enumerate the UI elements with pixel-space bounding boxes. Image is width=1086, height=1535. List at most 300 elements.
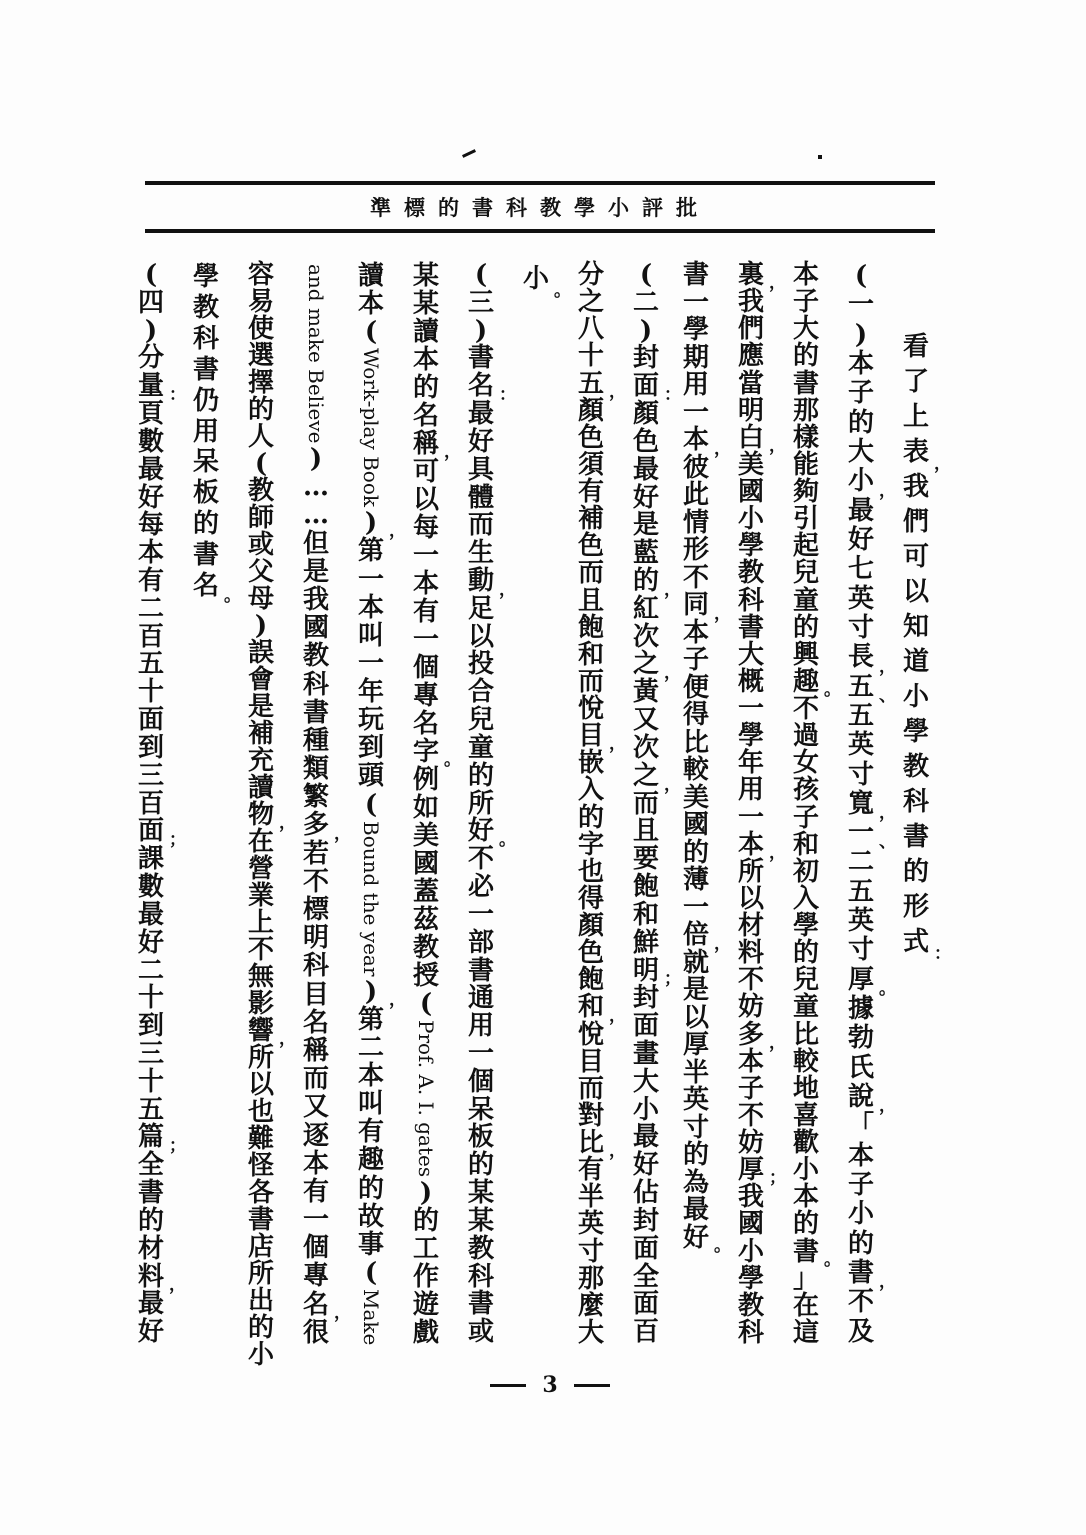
glyph: 比 [792, 1019, 819, 1050]
punctuation: 。 [714, 1236, 731, 1256]
glyph: 薄 [682, 865, 709, 895]
punctuation: ， [934, 454, 951, 474]
glyph: 的 [847, 1228, 874, 1259]
glyph: 裏 [737, 260, 764, 290]
glyph: 妨 [737, 992, 764, 1023]
glyph: 名 [412, 401, 439, 431]
glyph: 比 [577, 1128, 604, 1158]
glyph: 應 [737, 341, 764, 372]
glyph: 足 [467, 593, 494, 624]
glyph: 色 [577, 938, 604, 969]
glyph: 面 [632, 371, 659, 402]
punctuation: 。 [824, 1249, 841, 1270]
glyph: 第 [357, 1004, 384, 1035]
punctuation: ： [499, 385, 516, 406]
glyph: 嵌 [577, 748, 604, 779]
glyph: 我 [737, 1182, 764, 1213]
glyph: 專 [302, 1261, 329, 1292]
glyph: 以 [247, 1070, 274, 1100]
glyph: 子 [737, 1073, 764, 1104]
glyph: 道 [902, 647, 929, 677]
text-column [135, 262, 185, 1347]
glyph: 全 [632, 1261, 659, 1292]
glyph: 叫 [357, 620, 384, 651]
header-rule-bottom [145, 229, 935, 233]
glyph: 入 [577, 775, 604, 806]
glyph: 也 [247, 1097, 274, 1127]
ink-mark [818, 155, 822, 159]
glyph: 目 [577, 1046, 604, 1077]
glyph: 玩 [357, 705, 384, 736]
text-column [680, 260, 731, 1256]
glyph: 期 [682, 342, 709, 373]
glyph: 料 [737, 938, 764, 969]
glyph: 蓋 [412, 877, 439, 907]
punctuation: ， [664, 663, 681, 684]
glyph: 頭 [357, 761, 384, 792]
glyph: 用 [737, 775, 764, 806]
glyph: ( [254, 449, 268, 479]
glyph: 的 [902, 857, 929, 887]
glyph: … [303, 500, 329, 531]
glyph: 好 [137, 927, 164, 958]
glyph: 某 [467, 1205, 494, 1236]
glyph: 以 [682, 1002, 709, 1033]
glyph: 飽 [577, 612, 604, 643]
glyph: 讀 [357, 261, 384, 291]
glyph: 板 [192, 478, 219, 509]
glyph: 一 [682, 397, 709, 428]
glyph: 教 [467, 1233, 494, 1264]
glyph: 年 [357, 677, 384, 708]
glyph: 十 [577, 341, 604, 372]
glyph: 是 [302, 556, 329, 587]
glyph: 以 [467, 621, 494, 652]
glyph: 科 [737, 585, 764, 616]
glyph: 看 [902, 332, 929, 362]
glyph: 英 [847, 583, 874, 614]
glyph: 面 [632, 1289, 659, 1320]
glyph: 和 [577, 992, 604, 1023]
glyph: 部 [467, 927, 494, 958]
latin-run: Prof. A. I. gates [414, 1020, 438, 1178]
text-column [575, 262, 625, 1347]
glyph: 二 [632, 287, 659, 318]
glyph: 繁 [302, 782, 329, 813]
glyph: 有 [577, 477, 604, 507]
punctuation: ， [714, 438, 731, 459]
glyph: 是 [632, 510, 659, 541]
glyph: 國 [412, 849, 439, 879]
latin-run: and make Believe [304, 264, 328, 444]
punctuation: ， [664, 774, 681, 795]
glyph: 所 [737, 856, 764, 887]
glyph: 而 [302, 1064, 329, 1095]
glyph: 合 [467, 677, 494, 708]
glyph: 本 [737, 1046, 764, 1077]
punctuation: ： [664, 385, 681, 406]
glyph: 的 [357, 1173, 384, 1204]
glyph: 好 [137, 1317, 164, 1348]
glyph: 子 [792, 802, 819, 833]
punctuation: ； [169, 830, 186, 851]
glyph: 夠 [792, 477, 819, 507]
glyph: 頁 [137, 399, 164, 430]
glyph: 作 [412, 1262, 439, 1292]
punctuation: ， [499, 579, 516, 600]
glyph: 式 [902, 927, 929, 957]
glyph: 課 [137, 844, 164, 875]
glyph: 書 [847, 1258, 874, 1289]
glyph: 長 [847, 642, 874, 673]
glyph: 在 [247, 827, 274, 857]
glyph: 書 [192, 354, 219, 385]
glyph: ( [419, 989, 433, 1019]
glyph: 一 [737, 694, 764, 724]
glyph: 例 [412, 765, 439, 795]
text-column [410, 262, 460, 1347]
glyph: 到 [357, 733, 384, 764]
glyph: 科 [467, 1261, 494, 1292]
glyph: 料 [137, 1261, 164, 1292]
glyph: 趣 [792, 666, 819, 697]
glyph: 童 [792, 585, 819, 616]
glyph: 教 [247, 476, 274, 506]
glyph: 有 [302, 1176, 329, 1207]
glyph: 學 [792, 911, 819, 941]
glyph: 或 [467, 1317, 494, 1348]
glyph: 孩 [792, 775, 819, 806]
glyph: 麼 [577, 1290, 604, 1321]
glyph: 一 [682, 287, 709, 318]
glyph: 概 [737, 666, 764, 697]
glyph: 科 [192, 323, 219, 354]
glyph: 較 [792, 1046, 819, 1077]
glyph: 不 [737, 965, 764, 996]
glyph: 一 [682, 892, 709, 923]
ink-mark [462, 149, 476, 158]
glyph: 工 [412, 1234, 439, 1264]
glyph: 字 [412, 737, 439, 767]
glyph: ) [474, 315, 488, 346]
glyph: 得 [682, 700, 709, 730]
glyph: 故 [357, 1201, 384, 1232]
glyph: 面 [137, 816, 164, 847]
glyph: 對 [577, 1100, 604, 1131]
punctuation: ； [664, 969, 681, 990]
glyph: ) [854, 319, 868, 350]
punctuation: ， [879, 803, 896, 824]
glyph: 使 [247, 314, 274, 344]
text-column [735, 262, 785, 1347]
glyph: 童 [467, 732, 494, 763]
glyph: 本 [792, 1182, 819, 1213]
glyph: 不 [247, 935, 274, 965]
glyph: 所 [467, 788, 494, 819]
glyph: 本 [302, 1148, 329, 1179]
glyph: 出 [247, 1286, 274, 1316]
glyph: 二 [357, 1032, 384, 1063]
folio-dash [490, 1384, 526, 1387]
glyph: 而 [632, 788, 659, 819]
glyph: 四 [137, 287, 164, 318]
glyph: 以 [902, 577, 929, 607]
text-column [465, 262, 515, 1347]
glyph: 很 [302, 1317, 329, 1348]
glyph: 且 [632, 816, 659, 847]
glyph: 名 [467, 371, 494, 402]
glyph: 母 [247, 584, 274, 614]
glyph: 若 [302, 838, 329, 869]
glyph: 擇 [247, 368, 274, 398]
glyph: 英 [847, 906, 874, 937]
glyph: 子 [682, 645, 709, 675]
glyph: 子 [792, 287, 819, 318]
glyph: 了 [902, 367, 929, 397]
glyph: 好 [847, 524, 874, 555]
glyph: 小 [902, 682, 929, 712]
glyph: 學 [737, 721, 764, 752]
glyph: 女 [792, 748, 819, 779]
glyph: 上 [902, 402, 929, 432]
glyph: 教 [902, 752, 929, 782]
punctuation: 。 [879, 979, 896, 1000]
glyph: ) [419, 1178, 433, 1208]
glyph: 我 [902, 472, 929, 502]
punctuation: 。 [499, 830, 516, 851]
glyph: 大 [847, 436, 874, 467]
glyph: 明 [632, 955, 659, 986]
glyph: 科 [737, 1317, 764, 1348]
glyph: 物 [247, 800, 274, 830]
glyph: 引 [792, 504, 819, 535]
glyph: 的 [412, 373, 439, 403]
latin-run: Make [359, 1289, 383, 1346]
glyph: 興 [792, 639, 819, 670]
glyph: 書 [247, 1205, 274, 1235]
glyph: 最 [682, 1195, 709, 1225]
glyph: 色 [577, 531, 604, 562]
glyph: ) [639, 315, 653, 346]
glyph: 顏 [577, 395, 604, 426]
glyph: 最 [137, 454, 164, 485]
glyph: 個 [412, 653, 439, 683]
glyph: 次 [632, 732, 659, 763]
glyph: 十 [137, 983, 164, 1014]
glyph: 十 [137, 1066, 164, 1097]
glyph: 本 [737, 829, 764, 860]
glyph: 美 [412, 821, 439, 851]
glyph: ( [474, 260, 488, 290]
glyph: 個 [302, 1233, 329, 1264]
glyph: 投 [467, 649, 494, 680]
glyph: 二 [137, 955, 164, 986]
glyph: 充 [247, 746, 274, 776]
glyph: 通 [467, 983, 494, 1014]
glyph: 彼 [682, 452, 709, 483]
glyph: 好 [682, 1222, 709, 1253]
glyph: 有 [412, 597, 439, 627]
glyph: 小 [847, 1199, 874, 1230]
glyph: 好 [467, 816, 494, 847]
glyph: 不 [302, 866, 329, 897]
glyph: 說 [847, 1082, 874, 1113]
glyph: 書 [467, 955, 494, 986]
glyph: 七 [847, 554, 874, 585]
glyph: 個 [467, 1066, 494, 1097]
glyph: 書 [192, 540, 219, 571]
glyph: 過 [792, 721, 819, 752]
text-column [245, 260, 296, 1370]
glyph: 寸 [577, 1236, 604, 1267]
glyph: 的 [792, 938, 819, 969]
glyph: 飽 [577, 965, 604, 996]
glyph: 稱 [412, 429, 439, 459]
glyph: … [303, 472, 329, 503]
glyph: 須 [577, 449, 604, 480]
glyph: 明 [302, 923, 329, 954]
punctuation: ； [169, 1136, 186, 1157]
punctuation: ， [609, 381, 626, 402]
glyph: 類 [302, 754, 329, 785]
glyph: 分 [577, 260, 604, 290]
glyph: 子 [847, 1170, 874, 1201]
glyph: 明 [737, 395, 764, 426]
glyph: 寸 [847, 612, 874, 643]
glyph: 封 [632, 1205, 659, 1236]
glyph: 數 [137, 872, 164, 903]
glyph: 不 [792, 694, 819, 724]
glyph: 科 [302, 951, 329, 982]
glyph: 五 [137, 649, 164, 680]
glyph: 的 [247, 395, 274, 425]
text-column [900, 330, 951, 964]
glyph: 大 [792, 314, 819, 345]
glyph: 上 [247, 908, 274, 938]
glyph: 各 [247, 1178, 274, 1208]
glyph: 較 [682, 755, 709, 785]
glyph: 本 [792, 260, 819, 290]
glyph: 本 [357, 289, 384, 320]
text-column [845, 262, 895, 1347]
glyph: 此 [682, 480, 709, 510]
glyph: 面 [137, 705, 164, 736]
glyph: 百 [632, 1317, 659, 1348]
glyph: 某 [467, 1178, 494, 1209]
glyph: 補 [577, 504, 604, 535]
glyph: 教 [737, 558, 764, 589]
glyph: 材 [137, 1233, 164, 1264]
glyph: 半 [577, 1182, 604, 1213]
glyph: 名 [192, 571, 219, 602]
glyph: 小 [247, 1340, 274, 1370]
glyph: 入 [792, 883, 819, 914]
punctuation: ， [714, 603, 731, 624]
glyph: 遊 [412, 1290, 439, 1320]
glyph: 用 [682, 370, 709, 400]
glyph: 用 [467, 1011, 494, 1042]
glyph: 當 [737, 368, 764, 399]
glyph: 最 [137, 899, 164, 930]
glyph: 之 [632, 649, 659, 680]
glyph: 要 [632, 844, 659, 875]
glyph: 顏 [577, 911, 604, 941]
glyph: 容 [247, 260, 274, 290]
glyph: 一 [847, 290, 874, 321]
glyph: ) [309, 444, 323, 474]
glyph: 美 [682, 782, 709, 813]
glyph: 書 [302, 697, 329, 728]
glyph: 色 [632, 426, 659, 457]
glyph: 的 [412, 1206, 439, 1236]
glyph: 響 [247, 1016, 274, 1046]
glyph: 一 [412, 541, 439, 571]
glyph: 封 [632, 983, 659, 1014]
glyph: 年 [737, 748, 764, 779]
glyph: ( [364, 317, 378, 348]
glyph: 鮮 [632, 927, 659, 958]
glyph: 讀 [412, 317, 439, 347]
glyph: ( [854, 261, 868, 291]
glyph: 寸 [682, 1112, 709, 1143]
text-column [300, 262, 350, 1347]
glyph: 厚 [682, 1030, 709, 1060]
glyph: 的 [847, 407, 874, 438]
glyph: 學 [737, 1263, 764, 1294]
glyph: 又 [302, 1092, 329, 1123]
text-column [355, 262, 405, 1347]
glyph: 十 [137, 677, 164, 708]
punctuation: 、 [879, 832, 896, 853]
glyph: 厚 [737, 1155, 764, 1186]
glyph: 百 [137, 788, 164, 819]
glyph: 名 [302, 1289, 329, 1320]
glyph: ( [639, 260, 653, 290]
glyph: 國 [737, 477, 764, 507]
glyph: 一 [302, 1205, 329, 1236]
punctuation: ， [279, 813, 296, 833]
glyph: 不 [467, 844, 494, 875]
page-number [470, 1372, 630, 1398]
glyph: 英 [847, 730, 874, 761]
glyph: 大 [577, 1317, 604, 1348]
glyph: 學 [902, 717, 929, 747]
glyph: 國 [682, 810, 709, 840]
glyph: 據 [847, 994, 874, 1025]
glyph: 的 [682, 837, 709, 868]
glyph: 大 [737, 639, 764, 670]
glyph: 最 [632, 454, 659, 485]
glyph: 不 [737, 1100, 764, 1131]
glyph: 稱 [302, 1035, 329, 1066]
punctuation: ， [769, 1032, 786, 1053]
glyph: 材 [737, 911, 764, 941]
glyph: 三 [137, 760, 164, 791]
glyph: 事 [357, 1229, 384, 1260]
glyph: 小 [847, 466, 874, 497]
glyph: ( [364, 1257, 378, 1288]
glyph: 的 [632, 566, 659, 597]
glyph: 的 [467, 1150, 494, 1181]
punctuation: 。 [444, 750, 461, 770]
punctuation: ， [769, 435, 786, 456]
glyph: 八 [577, 314, 604, 345]
glyph: 半 [682, 1057, 709, 1088]
latin-run: Bound the year [359, 820, 383, 977]
glyph: ( [364, 789, 378, 820]
glyph: 店 [247, 1232, 274, 1262]
glyph: 們 [737, 314, 764, 345]
